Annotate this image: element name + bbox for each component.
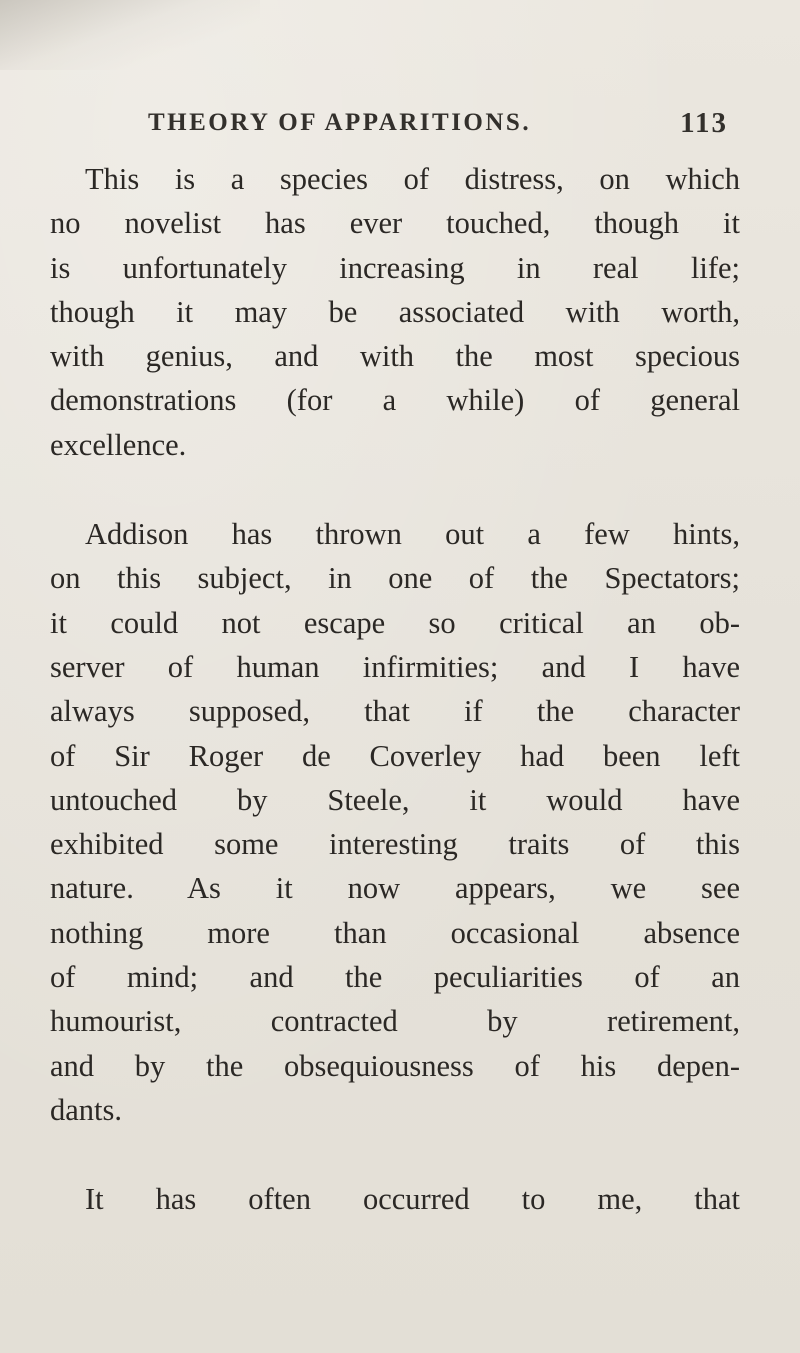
running-head: THEORY OF APPARITIONS. (148, 109, 532, 136)
text-line: no novelist has ever touched, though it (50, 206, 740, 241)
text-line: nothing more than occasional absence (50, 915, 740, 950)
text-line: server of human infirmities; and I have (50, 649, 740, 684)
page-header (148, 103, 728, 143)
body-text (50, 157, 740, 1222)
text-line: though it may be associated with worth, (50, 294, 740, 329)
text-line: demonstrations (for a while) of general (50, 383, 740, 418)
text-line: with genius, and with the most specious (50, 339, 740, 374)
text-line: and by the obsequiousness of his depen- (50, 1048, 740, 1083)
page-number: 113 (680, 106, 728, 139)
paragraph-1 (50, 157, 740, 467)
text-line: Addison has thrown out a few hints, (85, 517, 740, 552)
text-line: exhibited some interesting traits of this (50, 827, 740, 862)
paragraph-2 (50, 512, 740, 1132)
text-line: of Sir Roger de Coverley had been left (50, 738, 740, 773)
text-line: humourist, contracted by retirement, (50, 1004, 740, 1039)
text-line: It has often occurred to me, that (85, 1182, 740, 1217)
text-line: on this subject, in one of the Spectators; (50, 561, 740, 596)
text-line: of mind; and the peculiarities of an (50, 960, 740, 995)
text-line: nature. As it now appears, we see (50, 871, 740, 906)
page-corner-shadow (0, 0, 260, 70)
text-line: it could not escape so critical an ob- (50, 605, 740, 640)
text-line: always supposed, that if the character (50, 694, 740, 729)
text-line: is unfortunately increasing in real life; (50, 250, 740, 285)
text-line: excellence. (50, 427, 187, 462)
text-line: dants. (50, 1092, 123, 1127)
text-line: untouched by Steele, it would have (50, 782, 740, 817)
text-line: This is a species of distress, on which (85, 162, 740, 196)
paragraph-3 (50, 1177, 740, 1221)
